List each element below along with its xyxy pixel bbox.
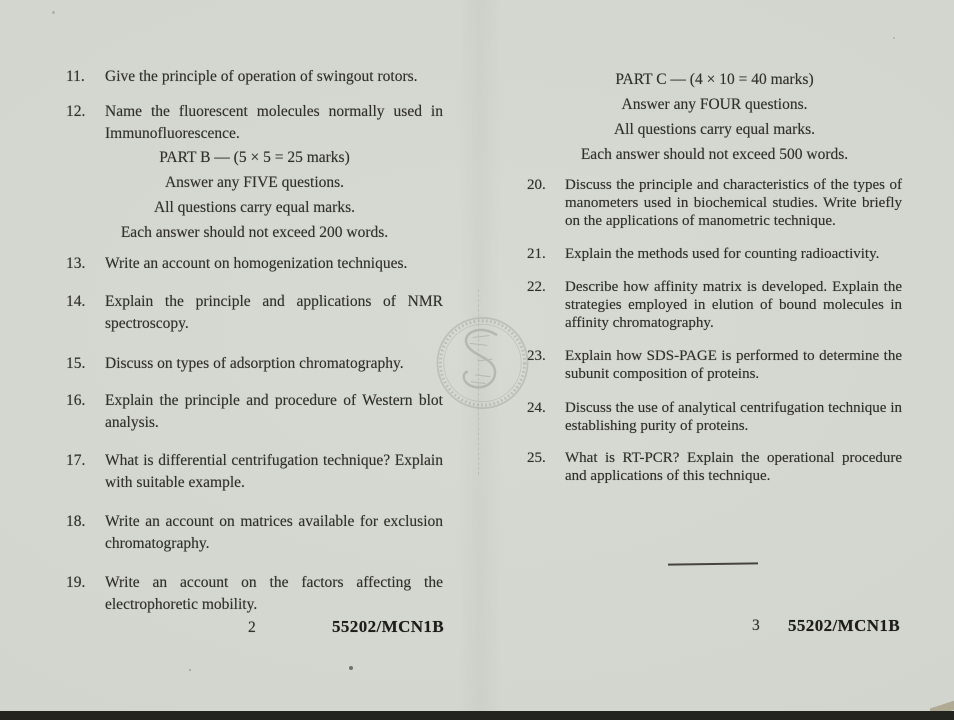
question-item xyxy=(66,253,443,275)
left-page-number: 2 xyxy=(248,619,256,636)
question-item xyxy=(66,66,443,88)
right-paper-code: 55202/MCN1B xyxy=(788,616,901,635)
question-number: 23. xyxy=(527,348,546,364)
question-text: Explain the methods used for counting radioactivity. xyxy=(565,246,880,262)
instruction-line: Each answer should not exceed 500 words. xyxy=(580,146,849,163)
question-item xyxy=(66,291,443,335)
question-number: 12. xyxy=(66,103,86,120)
scan-speck xyxy=(893,37,895,39)
right-page-number: 3 xyxy=(752,617,760,634)
question-number: 25. xyxy=(527,450,546,466)
question-number: 14. xyxy=(66,293,86,310)
question-text: Discuss the principle and characteristics of the types of manometers used in biochemical studies. Write briefly on the applications of manometric technique. xyxy=(565,177,902,229)
question-number: 20. xyxy=(527,177,546,193)
instruction-line: Each answer should not exceed 200 words. xyxy=(120,224,389,241)
question-text: Explain the principle and applications of NMR spectroscopy. xyxy=(105,293,443,332)
question-text: Discuss on types of adsorption chromatography. xyxy=(105,355,404,372)
question-item xyxy=(66,572,443,616)
scan-speck xyxy=(349,666,353,670)
question-item xyxy=(66,353,443,375)
question-number: 19. xyxy=(66,574,86,591)
part-b-heading: PART B — (5 × 5 = 25 marks) xyxy=(159,149,350,166)
question-item xyxy=(527,399,902,435)
left-paper-code: 55202/MCN1B xyxy=(332,617,445,636)
embossed-seal-stamp-icon xyxy=(431,314,534,412)
end-divider-line xyxy=(668,562,758,565)
question-number: 22. xyxy=(527,279,546,295)
left-page-column xyxy=(66,66,443,632)
question-item xyxy=(66,390,443,434)
question-item xyxy=(527,449,902,485)
question-number: 24. xyxy=(527,400,546,416)
question-text: Give the principle of operation of swingout rotors. xyxy=(105,68,418,85)
scan-speck xyxy=(189,669,191,671)
part-c-header-block xyxy=(527,67,902,167)
question-text: Write an account on homogenization techniques. xyxy=(105,255,408,272)
question-number: 18. xyxy=(66,513,86,530)
question-text: Write an account on the factors affecting the electrophoretic mobility. xyxy=(105,574,443,613)
right-page-column xyxy=(527,67,902,500)
question-number: 17. xyxy=(66,452,86,469)
question-text: Explain the principle and procedure of Western blot analysis. xyxy=(105,392,443,431)
question-item xyxy=(527,245,902,263)
instruction-line: Answer any FIVE questions. xyxy=(164,174,345,191)
instruction-line: All questions carry equal marks. xyxy=(153,199,355,216)
question-item xyxy=(527,278,902,332)
part-b-header-block xyxy=(66,145,443,245)
part-c-heading: PART C — (4 × 10 = 40 marks) xyxy=(615,71,814,88)
question-text: Name the fluorescent molecules normally used in Immunofluorescence. xyxy=(105,103,443,142)
question-item xyxy=(66,511,443,555)
fold-crease-line xyxy=(478,289,479,475)
question-number: 13. xyxy=(66,255,86,272)
question-text: Explain how SDS-PAGE is performed to determine the subunit composition of proteins. xyxy=(565,348,902,382)
question-text: Discuss the use of analytical centrifugation technique in establishing purity of proteins. xyxy=(565,400,902,434)
question-text: What is RT-PCR? Explain the operational procedure and applications of this technique. xyxy=(565,450,902,484)
question-number: 16. xyxy=(66,392,86,409)
question-item xyxy=(66,450,443,494)
question-text: What is differential centrifugation technique? Explain with suitable example. xyxy=(105,452,443,491)
scan-edge-bar xyxy=(0,711,954,720)
instruction-line: Answer any FOUR questions. xyxy=(621,96,808,113)
scan-speck xyxy=(52,11,55,14)
question-number: 15. xyxy=(66,355,86,372)
question-text: Describe how affinity matrix is developed. Explain the strategies employed in elution of bound molecules in affinity chromatography. xyxy=(565,279,902,331)
question-number: 21. xyxy=(527,246,546,262)
question-item xyxy=(527,347,902,383)
question-item xyxy=(527,176,902,230)
question-text: Write an account on matrices available for exclusion chromatography. xyxy=(105,513,443,552)
question-number: 11. xyxy=(66,68,85,85)
question-item xyxy=(66,101,443,145)
instruction-line: All questions carry equal marks. xyxy=(613,121,815,138)
